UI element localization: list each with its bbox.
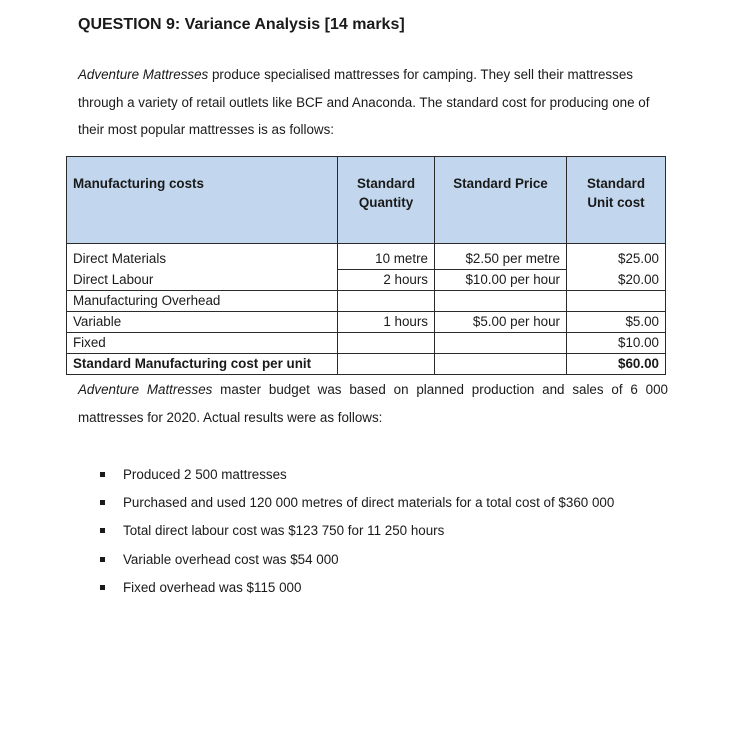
header-standard-unit-cost: Standard Unit cost	[567, 157, 666, 244]
actual-results-list	[100, 461, 614, 602]
budget-paragraph	[78, 376, 668, 431]
row-price: $2.50 per metre	[435, 249, 567, 270]
company-name: Adventure Mattresses	[78, 67, 209, 82]
standard-cost-table	[66, 156, 666, 375]
row-label: Manufacturing Overhead	[67, 291, 338, 312]
row-unit-cost: $10.00	[567, 333, 666, 354]
header-standard-price: Standard Price	[435, 157, 567, 244]
row-unit-cost: $25.00	[567, 249, 666, 270]
table-row-total	[67, 354, 666, 375]
table-row-direct-materials	[67, 249, 666, 270]
row-quantity: 1 hours	[338, 312, 435, 333]
list-item: Total direct labour cost was $123 750 for 11 250 hours	[100, 517, 614, 545]
row-quantity: 10 metre	[338, 249, 435, 270]
row-unit-cost: $60.00	[567, 354, 666, 375]
intro-text: produce specialised mattresses for camping. They sell their mattresses through a variety of retail outlets like BCF and Anaconda. The standard cost for producing one of their most popular mattresses is as follows:	[78, 67, 650, 137]
company-name: Adventure Mattresses	[78, 382, 213, 397]
row-quantity: 2 hours	[338, 270, 435, 291]
list-item: Fixed overhead was $115 000	[100, 574, 614, 602]
table-row-variable	[67, 312, 666, 333]
row-label: Standard Manufacturing cost per unit	[67, 354, 338, 375]
bullet-icon	[100, 585, 105, 590]
row-price: $5.00 per hour	[435, 312, 567, 333]
row-label: Direct Labour	[67, 270, 338, 291]
row-unit-cost: $20.00	[567, 270, 666, 291]
list-item: Produced 2 500 mattresses	[100, 461, 614, 489]
bullet-icon	[100, 472, 105, 477]
intro-paragraph	[78, 61, 668, 144]
table-header-row	[67, 157, 666, 244]
table-row-direct-labour	[67, 270, 666, 291]
header-standard-quantity: Standard Quantity	[338, 157, 435, 244]
table-row-manufacturing-overhead	[67, 291, 666, 312]
bullet-icon	[100, 500, 105, 505]
row-label: Fixed	[67, 333, 338, 354]
row-unit-cost: $5.00	[567, 312, 666, 333]
row-price: $10.00 per hour	[435, 270, 567, 291]
list-item: Variable overhead cost was $54 000	[100, 546, 614, 574]
table-row-fixed	[67, 333, 666, 354]
bullet-icon	[100, 528, 105, 533]
bullet-icon	[100, 557, 105, 562]
header-manufacturing-costs: Manufacturing costs	[67, 157, 338, 244]
row-label: Variable	[67, 312, 338, 333]
question-heading: QUESTION 9: Variance Analysis [14 marks]	[78, 16, 405, 33]
list-item: Purchased and used 120 000 metres of direct materials for a total cost of $360 000	[100, 489, 614, 517]
row-label: Direct Materials	[67, 249, 338, 270]
budget-text: master budget was based on planned production and sales of 6 000 mattresses for 2020. Actual results were as follows:	[78, 382, 668, 425]
